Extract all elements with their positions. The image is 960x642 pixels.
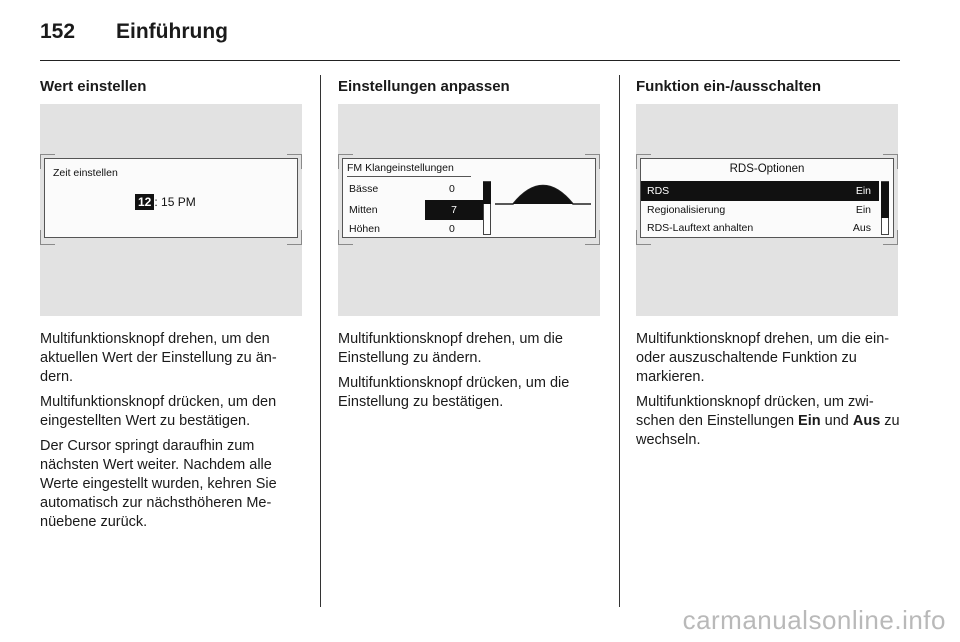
option-row[interactable] [641,200,879,220]
scrollbar[interactable] [483,181,491,235]
term-ein: Ein [798,413,821,429]
setting-label: Bässe [349,183,379,195]
panel-title: Zeit einstellen [53,167,118,179]
setting-label: Höhen [349,223,380,235]
paragraph: Multifunktionsknopf drehen, um die Einstellung zu ändern. [338,331,563,366]
paragraph: Multifunktionsknopf drehen, um den aktuellen Wert der Einstellung zu än-dern. [40,331,277,385]
column-funktion-ein-ausschalten [636,70,904,610]
paragraph: Multifunktionsknopf drücken, um die Einstellung zu bestätigen. [338,375,570,410]
page-number: 152 [40,20,76,43]
paragraph: Multifunktionsknopf drehen, um die ein- oder auszuschaltende Funktion zu markieren. [636,331,890,385]
body-text [40,330,306,538]
option-value: Ein [855,185,871,197]
panel-title: RDS-Optionen [729,163,805,175]
watermark: carmanualsonline.info [682,605,946,635]
paragraph-text: Multifunktionsknopf drücken, um zwi-schen den Einstellungen [636,394,874,429]
section-title: Funktion ein-/ausschalten [636,78,822,95]
page-title: Einführung [116,20,228,43]
time-rest: : 15 PM [154,195,196,209]
setting-row[interactable] [343,179,485,199]
screen-illustration [338,104,600,316]
sound-settings-panel [342,158,596,238]
paragraph: Der Cursor springt daraufhin zum nächsten Wert weiter. Nachdem alle Werte eingestellt wurden, kehren Sie automatisch zur nächsthöheren Me-nüebene zurück. [40,438,277,530]
eq-curve-graphic [495,175,591,233]
column-einstellungen-anpassen [338,70,606,610]
column-wert-einstellen [40,70,308,610]
term-aus: Aus [852,413,881,429]
time-setting-panel [44,158,298,238]
scrollbar-thumb[interactable] [483,182,491,204]
option-row[interactable] [641,218,879,238]
screen-illustration [636,104,898,316]
option-value: Ein [855,204,871,216]
section-title: Einstellungen anpassen [338,78,510,95]
scrollbar-thumb[interactable] [881,182,889,218]
hour-field[interactable]: 12 [135,194,154,210]
setting-label: Mitten [349,204,378,216]
scrollbar[interactable] [881,181,889,235]
setting-row[interactable] [343,200,485,220]
option-label: Regionalisierung [647,204,726,216]
paragraph: Multifunktionsknopf drücken, um den eingestellten Wert zu bestätigen. [40,394,277,429]
section-title: Wert einstellen [40,78,147,95]
setting-value: 0 [449,223,455,235]
option-label: RDS-Lauftext anhalten [647,222,754,234]
page-header [40,18,900,61]
option-label: RDS [647,185,670,197]
paragraph [636,393,902,450]
body-text [338,330,604,418]
paragraph-text: und [820,413,853,429]
option-row-selected[interactable] [641,181,879,201]
panel-title: FM Klangeinstellungen [347,162,471,177]
option-value: Aus [852,222,871,234]
rds-options-panel [640,158,894,238]
column-divider [619,75,620,607]
paragraph-text: zu wechseln. [636,413,900,448]
setting-value-selected[interactable]: 7 [425,200,483,220]
setting-value: 0 [449,183,455,195]
body-text [636,330,902,456]
time-value [135,195,196,209]
column-divider [320,75,321,607]
screen-illustration [40,104,302,316]
setting-row[interactable] [343,219,485,239]
